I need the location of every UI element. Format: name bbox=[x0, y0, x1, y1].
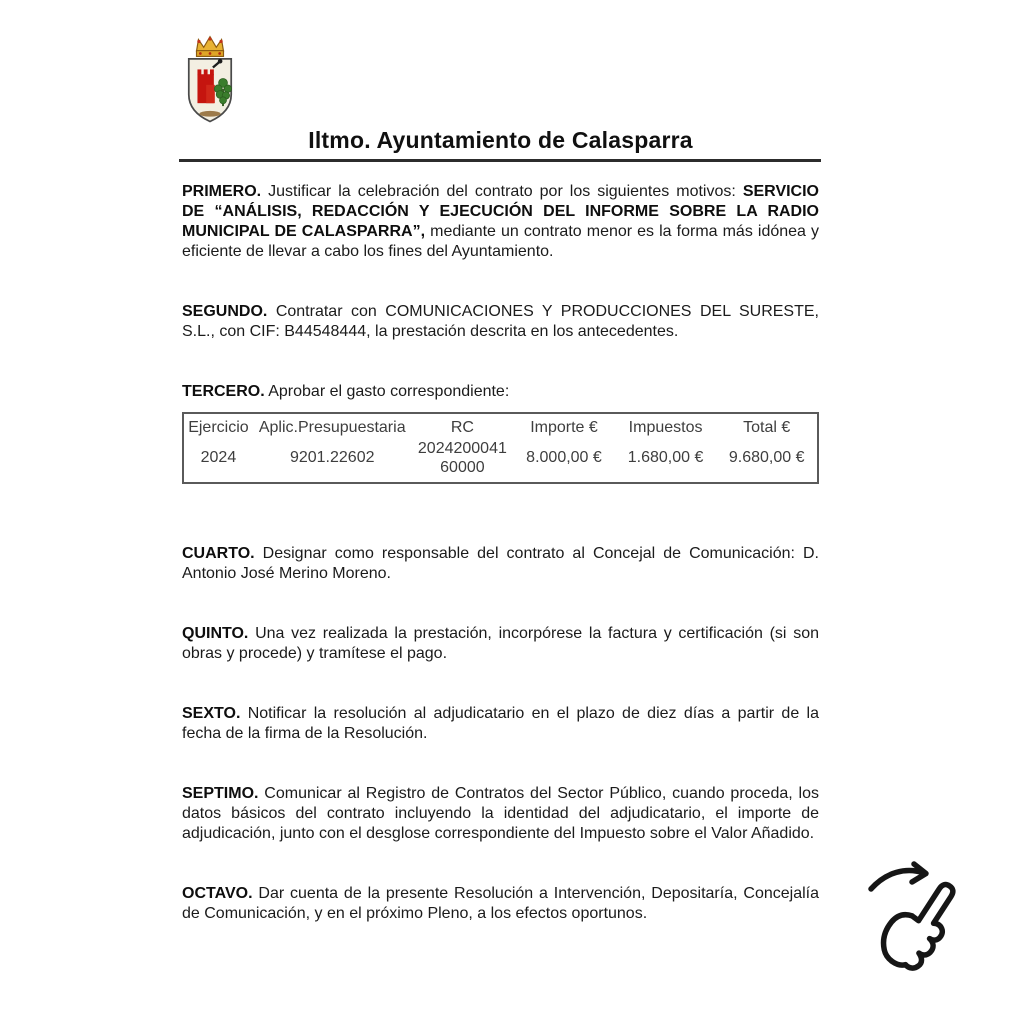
section-tercero bbox=[182, 382, 819, 402]
section-quinto bbox=[182, 624, 819, 664]
section-label: TERCERO. bbox=[182, 383, 265, 400]
rc-number-line1: 2024200041 bbox=[417, 440, 507, 457]
section-text: Designar como responsable del contrato al Concejal de Comunicación: D. Antonio José Merino Moreno. bbox=[182, 545, 819, 582]
column-header-total: Total € bbox=[743, 419, 791, 436]
budget-table-header-row bbox=[183, 413, 818, 439]
section-segundo bbox=[182, 302, 819, 342]
rc-number-line2: 60000 bbox=[440, 459, 485, 476]
page-title: Iltmo. Ayuntamiento de Calasparra bbox=[308, 127, 693, 153]
column-header-impuestos: Impuestos bbox=[628, 419, 703, 436]
calasparra-coat-of-arms-icon bbox=[183, 34, 237, 133]
column-header-rc: RC bbox=[450, 419, 474, 436]
section-text: Justificar la celebración del contrato por los siguientes motivos: bbox=[268, 183, 736, 200]
budget-table bbox=[182, 412, 819, 484]
section-text: Aprobar el gasto correspondiente: bbox=[268, 383, 510, 400]
section-label: QUINTO. bbox=[182, 625, 249, 642]
cell-impuestos: 1.680,00 € bbox=[627, 449, 704, 466]
cell-rc bbox=[412, 439, 514, 483]
section-label: CUARTO. bbox=[182, 545, 255, 562]
column-header-aplicacion: Aplic.Presupuestaria bbox=[258, 419, 406, 436]
cell-total: 9.680,00 € bbox=[728, 449, 805, 466]
budget-table-row bbox=[183, 439, 818, 483]
column-header-ejercicio: Ejercicio bbox=[188, 419, 249, 436]
section-text: Dar cuenta de la presente Resolución a Intervención, Depositaría, Concejalía de Comunicación, y en el próximo Pleno, a los efectos oportunos. bbox=[182, 885, 820, 922]
resolution-body bbox=[182, 182, 819, 964]
cell-ejercicio: 2024 bbox=[200, 449, 237, 466]
column-header-importe: Importe € bbox=[530, 419, 598, 436]
section-label: SEGUNDO. bbox=[182, 303, 268, 320]
section-text: Una vez realizada la prestación, incorpórese la factura y certificación (si son obras y procede) y tramítese el pago. bbox=[182, 625, 819, 662]
section-label: PRIMERO. bbox=[182, 183, 262, 200]
section-text: Notificar la resolución al adjudicatario en el plazo de diez días a partir de la fecha de la firma de la Resolución. bbox=[182, 705, 819, 742]
cell-importe: 8.000,00 € bbox=[526, 449, 602, 466]
section-text: Contratar con COMUNICACIONES Y PRODUCCIONES DEL SURESTE, S.L., con CIF: B44548444, la prestación descrita en los antecedentes. bbox=[182, 303, 819, 340]
section-primero bbox=[182, 182, 819, 262]
section-label: SEPTIMO. bbox=[182, 785, 259, 802]
section-label: OCTAVO. bbox=[182, 885, 253, 902]
cell-aplicacion: 9201.22602 bbox=[289, 449, 375, 466]
hand-swipe-right-gesture-icon bbox=[864, 856, 972, 983]
section-septimo bbox=[182, 784, 819, 844]
section-sexto bbox=[182, 704, 819, 744]
section-bold-text: SERVICIO DE “ANÁLISIS, REDACCIÓN Y EJECUCIÓN DEL INFORME SOBRE LA RADIO MUNICIPAL DE CALASPARRA”, bbox=[182, 183, 819, 240]
header-divider bbox=[179, 159, 821, 162]
section-octavo bbox=[182, 884, 819, 924]
section-text: Comunicar al Registro de Contratos del Sector Público, cuando proceda, los datos básicos del contrato incluyendo la identidad del adjudicatario, el importe de adjudicación, junto con el desglose correspondiente del Impuesto sobre el Valor Añadido. bbox=[182, 785, 819, 842]
section-text-after: mediante un contrato menor es la forma más idónea y eficiente de llevar a cabo los fines del Ayuntamiento. bbox=[182, 223, 820, 260]
section-cuarto bbox=[182, 544, 819, 584]
section-label: SEXTO. bbox=[182, 705, 241, 722]
